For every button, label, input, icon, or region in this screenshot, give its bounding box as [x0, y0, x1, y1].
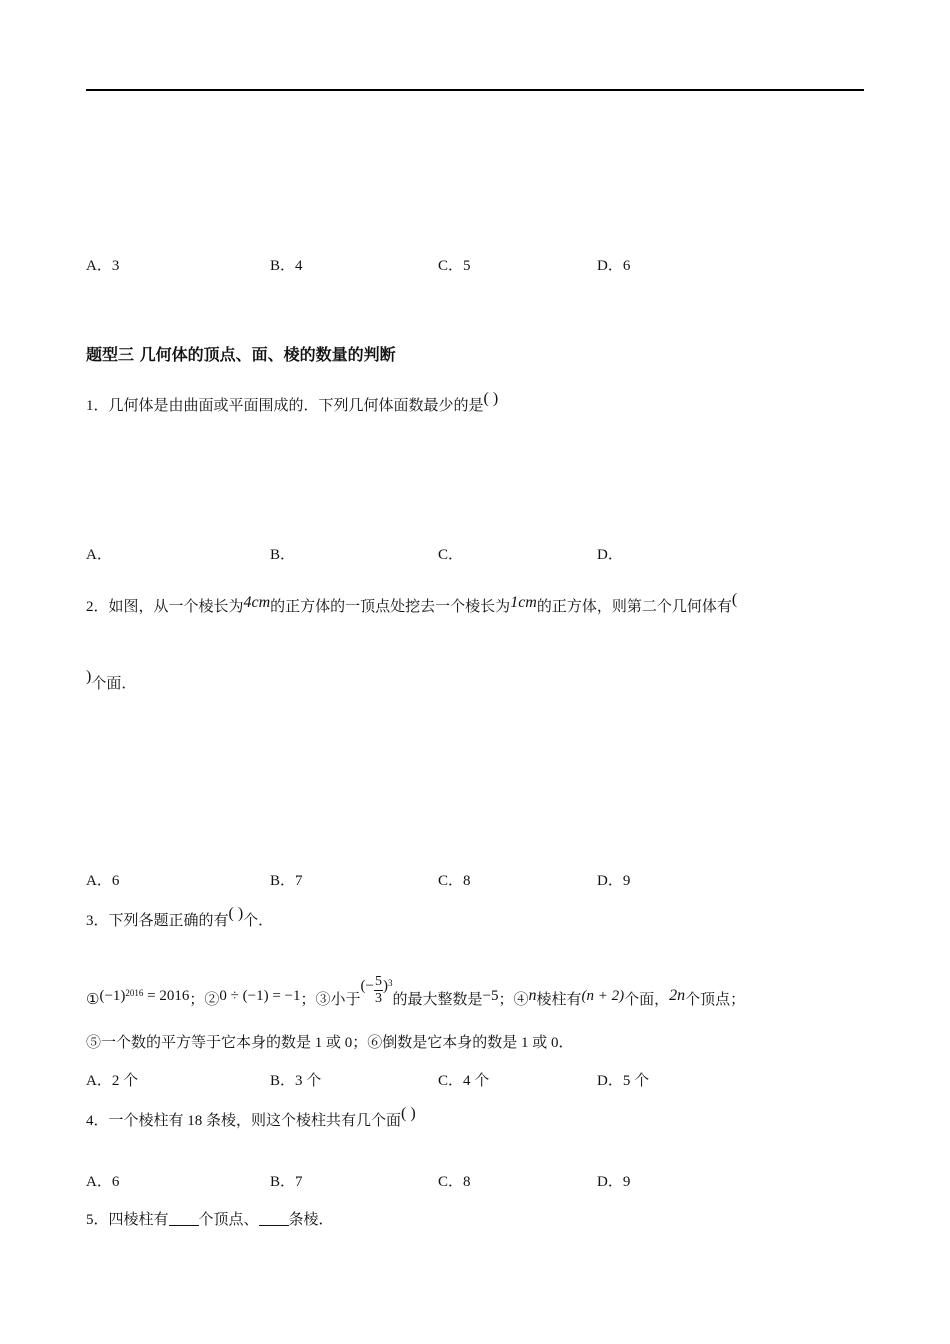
question-4-text: 4．一个棱柱有 18 条棱，则这个棱柱共有几个面 — [86, 1113, 402, 1129]
fraction-close: ) — [382, 978, 388, 994]
option-a[interactable]: A．3 — [86, 258, 120, 274]
variable-n: n — [528, 987, 537, 1004]
section-title: 题型三 几何体的顶点、面、棱的数量的判断 — [86, 345, 396, 364]
option-a[interactable]: A．6 — [86, 1174, 120, 1190]
statement-3-value: −5 — [482, 988, 499, 1004]
question-2-text-a: 2．如图，从一个棱长为 — [86, 599, 244, 615]
answer-paren-open: ( — [731, 591, 738, 608]
option-c[interactable]: C．4 个 — [438, 1073, 490, 1089]
option-b[interactable]: B． — [270, 547, 296, 563]
separator: ；③小于 — [300, 992, 361, 1008]
option-b[interactable]: B．7 — [270, 1174, 303, 1190]
statement-4-text-2: 个面， — [624, 992, 670, 1008]
option-a[interactable]: A．2 个 — [86, 1073, 139, 1089]
option-d[interactable]: D．6 — [597, 258, 631, 274]
question-2-cont — [86, 668, 137, 694]
question-1-options — [86, 545, 786, 565]
statement-1-exponent: 2016 — [125, 988, 144, 998]
question-2 — [86, 591, 738, 617]
question-5-text-a: 5．四棱柱有 — [86, 1212, 169, 1228]
option-d[interactable]: D． — [597, 547, 623, 563]
option-c[interactable]: C．8 — [438, 1174, 471, 1190]
question-4 — [86, 1105, 416, 1131]
statement-4-text-3: 个顶点； — [685, 992, 746, 1008]
fraction-denominator: 3 — [374, 991, 382, 1007]
question-3-statements — [86, 974, 746, 1020]
option-d[interactable]: D．5 个 — [597, 1073, 650, 1089]
option-b[interactable]: B．4 — [270, 258, 303, 274]
question-1 — [86, 390, 499, 416]
option-c[interactable]: C． — [438, 547, 464, 563]
question-3-statements-line-2: ⑤一个数的平方等于它本身的数是 1 或 0；⑥倒数是它本身的数是 1 或 0． — [86, 1035, 574, 1051]
question-3 — [86, 905, 274, 931]
question-5-text-b: 个顶点、 — [198, 1212, 259, 1228]
separator: ；④ — [498, 992, 529, 1008]
prev-question-options — [86, 256, 786, 276]
question-2-options — [86, 871, 786, 891]
answer-paren-close: ) — [86, 668, 92, 685]
fraction-exponent: 3 — [387, 978, 393, 988]
fraction-5-3 — [374, 974, 383, 1007]
answer-paren: ( ) — [228, 905, 244, 922]
variable-2n: 2n — [669, 987, 686, 1004]
option-a[interactable]: A．6 — [86, 873, 120, 889]
question-4-options — [86, 1172, 786, 1192]
fraction-numerator: 5 — [374, 974, 382, 990]
option-a[interactable]: A． — [86, 547, 112, 563]
answer-paren: ( ) — [483, 390, 499, 407]
question-3-options — [86, 1071, 786, 1091]
option-b[interactable]: B．7 — [270, 873, 303, 889]
statement-3-tail: 的最大整数是 — [392, 992, 483, 1008]
statement-1-base: (−1) — [99, 988, 126, 1004]
question-2-text-b: 的正方体的一顶点处挖去一个棱长为 — [270, 599, 511, 615]
option-d[interactable]: D．9 — [597, 873, 631, 889]
edge-length-1cm: 1cm — [510, 594, 537, 611]
fill-blank-edges[interactable] — [259, 1211, 289, 1226]
option-d[interactable]: D．9 — [597, 1174, 631, 1190]
statement-4-expr: (n + 2) — [581, 988, 625, 1004]
fill-blank-vertices[interactable] — [169, 1211, 199, 1226]
statement-1-rhs: = 2016 — [143, 988, 190, 1004]
edge-length-4cm: 4cm — [243, 594, 271, 611]
option-c[interactable]: C．5 — [438, 258, 471, 274]
question-1-text: 1．几何体是由曲面或平面围成的．下列几何体面数最少的是 — [86, 398, 484, 414]
question-5 — [86, 1210, 334, 1230]
header-rule — [86, 89, 864, 91]
question-5-text-c: 条棱． — [288, 1212, 334, 1228]
statement-2-expr: 0 ÷ (−1) = −1 — [219, 988, 301, 1004]
statement-4-text: 棱柱有 — [536, 992, 582, 1008]
statement-1-mark: ① — [86, 992, 100, 1008]
separator: ；② — [189, 992, 220, 1008]
question-3-text: 3．下列各题正确的有 — [86, 913, 229, 929]
question-3-tail: 个． — [243, 913, 274, 929]
option-b[interactable]: B．3 个 — [270, 1073, 322, 1089]
question-2-text-c: 的正方体，则第二个几何体有 — [536, 599, 732, 615]
answer-paren: ( ) — [401, 1105, 416, 1122]
option-c[interactable]: C．8 — [438, 873, 471, 889]
fraction-open: (− — [360, 978, 374, 994]
question-2-text-d: 个面． — [91, 676, 137, 692]
